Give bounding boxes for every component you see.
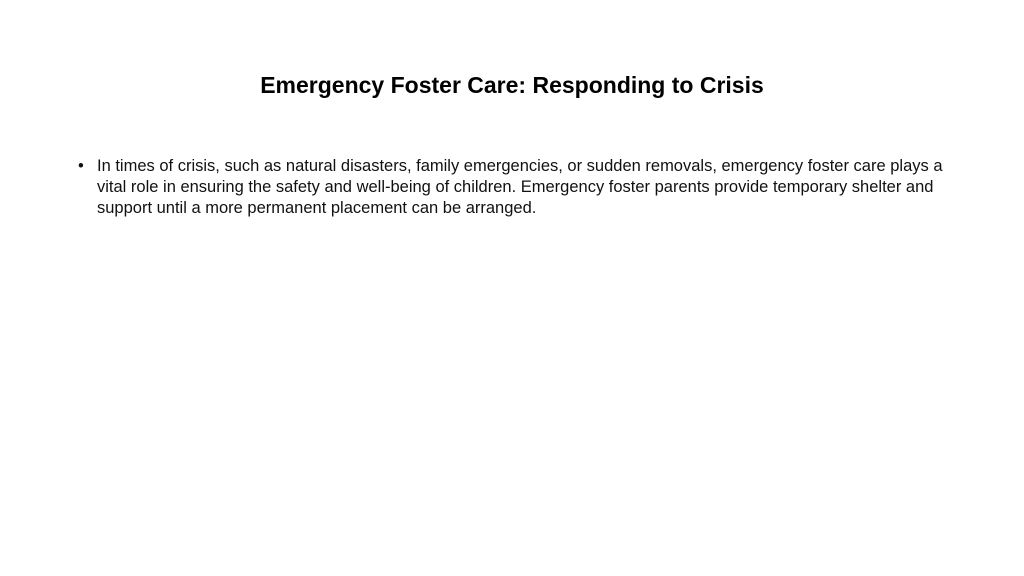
bullet-marker: • [78, 157, 84, 175]
list-item [78, 156, 948, 219]
bullet-text: In times of crisis, such as natural disasters, family emergencies, or sudden removals, emergency foster care plays a vital role in ensuring the safety and well-being of children. Emergency foster parents provide temporary shelter and support until a more permanent placement can be arranged. [97, 157, 943, 217]
bullet-list [78, 156, 948, 219]
slide-title: Emergency Foster Care: Responding to Crisis [260, 72, 764, 98]
